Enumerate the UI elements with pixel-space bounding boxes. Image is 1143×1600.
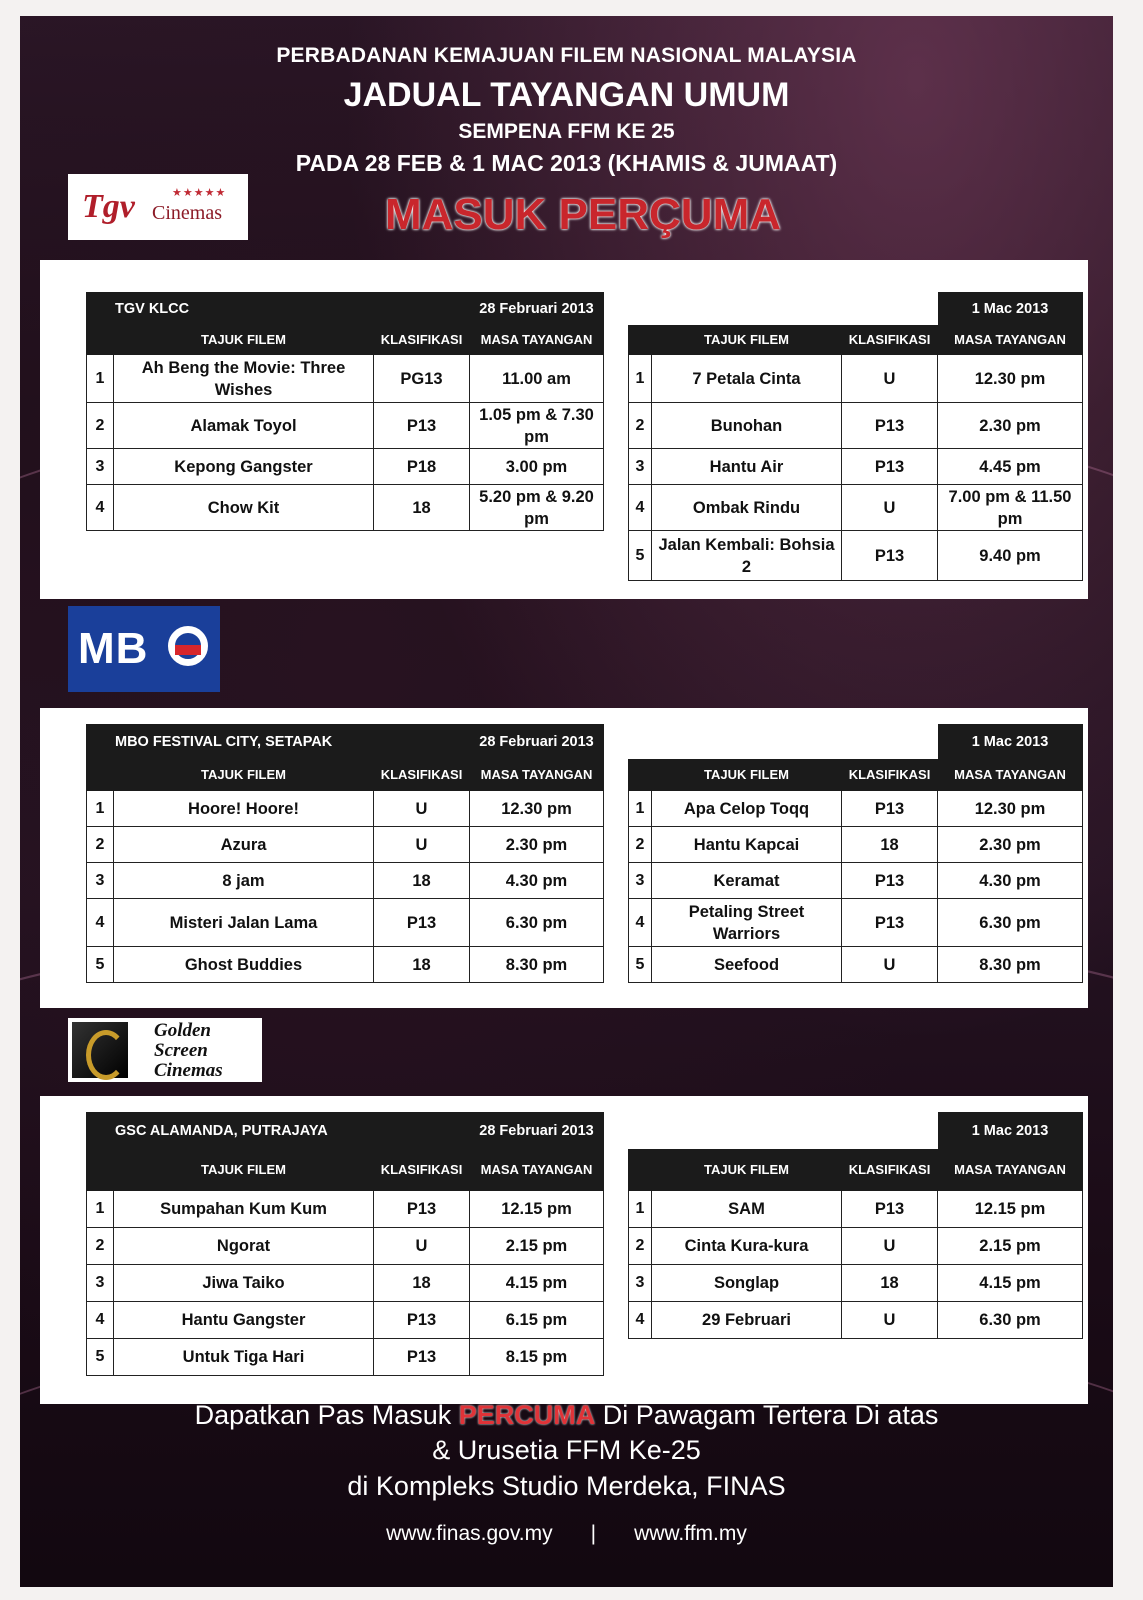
schedule-date: 28 Februari 2013 [470, 293, 604, 325]
column-header-time: MASA TAYANGAN [470, 759, 604, 791]
film-time: 8.30 pm [470, 947, 604, 983]
film-time: 4.30 pm [470, 863, 604, 899]
film-time: 6.15 pm [470, 1302, 604, 1339]
column-header-no [87, 1149, 114, 1191]
film-title: 8 jam [114, 863, 374, 899]
row-number: 5 [629, 947, 652, 983]
row-number: 3 [629, 863, 652, 899]
film-title: Songlap [652, 1265, 842, 1302]
row-number: 3 [87, 449, 114, 485]
mbo-schedule-panel [40, 708, 1088, 1008]
table-row [87, 1228, 604, 1265]
footer-free-text: PERCUMA [458, 1400, 596, 1430]
film-time: 4.30 pm [938, 863, 1083, 899]
film-title: Petaling Street Warriors [652, 899, 842, 947]
film-time: 11.00 am [470, 355, 604, 403]
flyer [20, 16, 1113, 1587]
table-row [629, 863, 1083, 899]
table-row [629, 355, 1083, 403]
film-time: 6.30 pm [938, 899, 1083, 947]
gsc-schedule-panel [40, 1096, 1088, 1404]
film-title: Jiwa Taiko [114, 1265, 374, 1302]
table-row [629, 449, 1083, 485]
tgv-schedule-panel [40, 260, 1088, 599]
film-title: Alamak Toyol [114, 403, 374, 449]
schedule-date: 1 Mac 2013 [938, 725, 1083, 759]
column-header-time: MASA TAYANGAN [470, 325, 604, 355]
film-rating: P13 [842, 863, 938, 899]
row-number: 5 [629, 531, 652, 581]
gsc-cinemas-logo [68, 1018, 262, 1082]
film-time: 2.15 pm [470, 1228, 604, 1265]
event-dates: PADA 28 FEB & 1 MAC 2013 (KHAMIS & JUMAAT) [295, 150, 838, 176]
film-title: Kepong Gangster [114, 449, 374, 485]
column-header-title: TAJUK FILEM [652, 1149, 842, 1191]
column-header-classification: KLASIFIKASI [374, 759, 470, 791]
row-number: 4 [87, 1302, 114, 1339]
film-rating: U [842, 485, 938, 531]
column-header-no [629, 759, 652, 791]
row-number: 1 [87, 1191, 114, 1228]
page-title: JADUAL TAYANGAN UMUM [343, 76, 790, 114]
schedule-table-day2 [628, 724, 1083, 983]
film-time: 2.30 pm [938, 827, 1083, 863]
column-header-title: TAJUK FILEM [652, 325, 842, 355]
film-title: SAM [652, 1191, 842, 1228]
table-row [629, 531, 1083, 581]
table-row [87, 899, 604, 947]
footer-urls [20, 1522, 1113, 1546]
table-row [87, 827, 604, 863]
row-number: 2 [629, 403, 652, 449]
table-row [87, 485, 604, 531]
film-rating: P13 [842, 449, 938, 485]
table-row [629, 403, 1083, 449]
cinema-name: GSC ALAMANDA, PUTRAJAYA [87, 1113, 470, 1149]
film-title: Bunohan [652, 403, 842, 449]
column-header-title: TAJUK FILEM [114, 325, 374, 355]
mbo-cinemas-logo [68, 606, 220, 692]
column-header-title: TAJUK FILEM [114, 1149, 374, 1191]
column-header-classification: KLASIFIKASI [842, 325, 938, 355]
film-time: 2.30 pm [938, 403, 1083, 449]
film-rating: U [842, 1302, 938, 1339]
footer-text: Di Pawagam Tertera Di atas [595, 1400, 939, 1430]
row-number: 5 [87, 947, 114, 983]
schedule-table-day2 [628, 1112, 1083, 1339]
row-number: 2 [87, 1228, 114, 1265]
row-number: 2 [87, 827, 114, 863]
film-title: Hoore! Hoore! [114, 791, 374, 827]
film-time: 8.30 pm [938, 947, 1083, 983]
row-number: 4 [629, 899, 652, 947]
column-header-no [629, 1149, 652, 1191]
table-row [87, 1191, 604, 1228]
column-header-no [87, 759, 114, 791]
column-header-title: TAJUK FILEM [652, 759, 842, 791]
film-rating: P18 [374, 449, 470, 485]
row-number: 3 [629, 449, 652, 485]
column-header-classification: KLASIFIKASI [374, 325, 470, 355]
ffm-url: www.ffm.my [634, 1522, 747, 1545]
column-header-classification: KLASIFIKASI [374, 1149, 470, 1191]
row-number: 3 [87, 1265, 114, 1302]
schedule-table-day1 [86, 1112, 604, 1376]
film-title: Untuk Tiga Hari [114, 1339, 374, 1376]
table-row [87, 791, 604, 827]
tgv-logo-word: Cinemas [152, 202, 222, 224]
column-header-time: MASA TAYANGAN [938, 1149, 1083, 1191]
schedule-date: 28 Februari 2013 [470, 725, 604, 759]
film-time: 4.15 pm [938, 1265, 1083, 1302]
finas-url: www.finas.gov.my [386, 1522, 553, 1545]
free-entry-banner: MASUK PERÇUMA [385, 190, 781, 239]
table-row [629, 1191, 1083, 1228]
film-title: Sumpahan Kum Kum [114, 1191, 374, 1228]
film-rating: P13 [842, 899, 938, 947]
table-row [87, 355, 604, 403]
film-title: Ah Beng the Movie: Three Wishes [114, 355, 374, 403]
film-rating: U [374, 827, 470, 863]
film-time: 1.05 pm & 7.30 pm [470, 403, 604, 449]
column-header-no [629, 325, 652, 355]
film-time: 12.30 pm [938, 791, 1083, 827]
row-number: 4 [87, 485, 114, 531]
mbo-logo-text: MB [78, 624, 149, 673]
film-time: 5.20 pm & 9.20 pm [470, 485, 604, 531]
film-rating: U [374, 791, 470, 827]
film-title: Ngorat [114, 1228, 374, 1265]
film-time: 6.30 pm [938, 1302, 1083, 1339]
event-subtitle: SEMPENA FFM KE 25 [458, 120, 675, 143]
film-reel-icon [72, 1022, 128, 1078]
row-number: 2 [629, 1228, 652, 1265]
film-rating: U [842, 947, 938, 983]
film-rating: P13 [842, 403, 938, 449]
row-number: 5 [87, 1339, 114, 1376]
table-row [87, 449, 604, 485]
film-rating: 18 [374, 863, 470, 899]
tgv-cinemas-logo [68, 174, 248, 240]
film-title: 7 Petala Cinta [652, 355, 842, 403]
table-row [87, 1302, 604, 1339]
film-rating: P13 [374, 1302, 470, 1339]
film-title: Ombak Rindu [652, 485, 842, 531]
film-time: 12.15 pm [470, 1191, 604, 1228]
column-header-title: TAJUK FILEM [114, 759, 374, 791]
schedule-date: 1 Mac 2013 [938, 293, 1083, 325]
row-number: 4 [629, 1302, 652, 1339]
tgv-logo-mark: Tgv [82, 188, 135, 225]
film-title: Jalan Kembali: Bohsia 2 [652, 531, 842, 581]
table-row [87, 863, 604, 899]
schedule-date: 1 Mac 2013 [938, 1113, 1083, 1149]
cinema-name: MBO FESTIVAL CITY, SETAPAK [87, 725, 470, 759]
url-separator: | [590, 1522, 597, 1545]
film-time: 3.00 pm [470, 449, 604, 485]
film-title: Hantu Air [652, 449, 842, 485]
row-number: 3 [629, 1265, 652, 1302]
table-row [87, 403, 604, 449]
film-rating: 18 [842, 1265, 938, 1302]
table-row [87, 1339, 604, 1376]
row-number: 1 [87, 355, 114, 403]
table-row [629, 1265, 1083, 1302]
cinema-name: TGV KLCC [87, 293, 470, 325]
film-time: 6.30 pm [470, 899, 604, 947]
table-row [629, 1228, 1083, 1265]
film-time: 2.15 pm [938, 1228, 1083, 1265]
column-header-classification: KLASIFIKASI [842, 759, 938, 791]
column-header-no [87, 325, 114, 355]
column-header-time: MASA TAYANGAN [470, 1149, 604, 1191]
schedule-table-day2 [628, 292, 1083, 581]
film-rating: P13 [842, 1191, 938, 1228]
film-rating: 18 [374, 947, 470, 983]
film-rating: P13 [374, 1191, 470, 1228]
row-number: 4 [87, 899, 114, 947]
film-rating: P13 [374, 899, 470, 947]
table-row [629, 827, 1083, 863]
film-title: Azura [114, 827, 374, 863]
table-row [629, 947, 1083, 983]
film-rating: P13 [374, 403, 470, 449]
row-number: 1 [629, 791, 652, 827]
film-title: Misteri Jalan Lama [114, 899, 374, 947]
film-time: 12.15 pm [938, 1191, 1083, 1228]
film-rating: U [842, 355, 938, 403]
table-row [629, 485, 1083, 531]
film-title: Apa Celop Toqq [652, 791, 842, 827]
gsc-logo-line: Screen [154, 1040, 208, 1061]
film-time: 2.30 pm [470, 827, 604, 863]
film-rating: 18 [374, 1265, 470, 1302]
table-row [629, 791, 1083, 827]
film-rating: U [842, 1228, 938, 1265]
film-time: 7.00 pm & 11.50 pm [938, 485, 1083, 531]
film-title: Hantu Gangster [114, 1302, 374, 1339]
film-rating: U [374, 1228, 470, 1265]
film-rating: P13 [842, 531, 938, 581]
row-number: 2 [629, 827, 652, 863]
film-time: 4.45 pm [938, 449, 1083, 485]
tgv-stars-icon: ★★★★★ [172, 187, 227, 199]
table-row [87, 1265, 604, 1302]
gsc-logo-line: Golden [154, 1020, 211, 1041]
film-title: Keramat [652, 863, 842, 899]
schedule-table-day1 [86, 292, 604, 531]
table-row [629, 1302, 1083, 1339]
column-header-classification: KLASIFIKASI [842, 1149, 938, 1191]
row-number: 3 [87, 863, 114, 899]
table-row [629, 899, 1083, 947]
film-title: Cinta Kura-kura [652, 1228, 842, 1265]
footer-line-2: & Urusetia FFM Ke-25 [432, 1435, 701, 1465]
column-header-time: MASA TAYANGAN [938, 759, 1083, 791]
row-number: 4 [629, 485, 652, 531]
film-time: 12.30 pm [938, 355, 1083, 403]
film-title: Chow Kit [114, 485, 374, 531]
film-rating: P13 [842, 791, 938, 827]
film-rating: 18 [374, 485, 470, 531]
film-title: 29 Februari [652, 1302, 842, 1339]
film-title: Seefood [652, 947, 842, 983]
row-number: 2 [87, 403, 114, 449]
film-rating: 18 [842, 827, 938, 863]
film-time: 9.40 pm [938, 531, 1083, 581]
film-title: Hantu Kapcai [652, 827, 842, 863]
schedule-date: 28 Februari 2013 [470, 1113, 604, 1149]
table-row [87, 947, 604, 983]
mbo-o-icon [168, 626, 208, 666]
row-number: 1 [87, 791, 114, 827]
film-time: 4.15 pm [470, 1265, 604, 1302]
film-time: 12.30 pm [470, 791, 604, 827]
row-number: 1 [629, 1191, 652, 1228]
row-number: 1 [629, 355, 652, 403]
film-title: Ghost Buddies [114, 947, 374, 983]
column-header-time: MASA TAYANGAN [938, 325, 1083, 355]
schedule-table-day1 [86, 724, 604, 983]
organisation-name: PERBADANAN KEMAJUAN FILEM NASIONAL MALAYSIA [276, 44, 857, 67]
footer-text: Dapatkan Pas Masuk [194, 1400, 459, 1430]
film-rating: PG13 [374, 355, 470, 403]
footer-line-1 [20, 1400, 1113, 1431]
film-rating: P13 [374, 1339, 470, 1376]
gsc-logo-line: Cinemas [154, 1060, 223, 1081]
film-time: 8.15 pm [470, 1339, 604, 1376]
footer-line-3: di Kompleks Studio Merdeka, FINAS [347, 1471, 786, 1501]
